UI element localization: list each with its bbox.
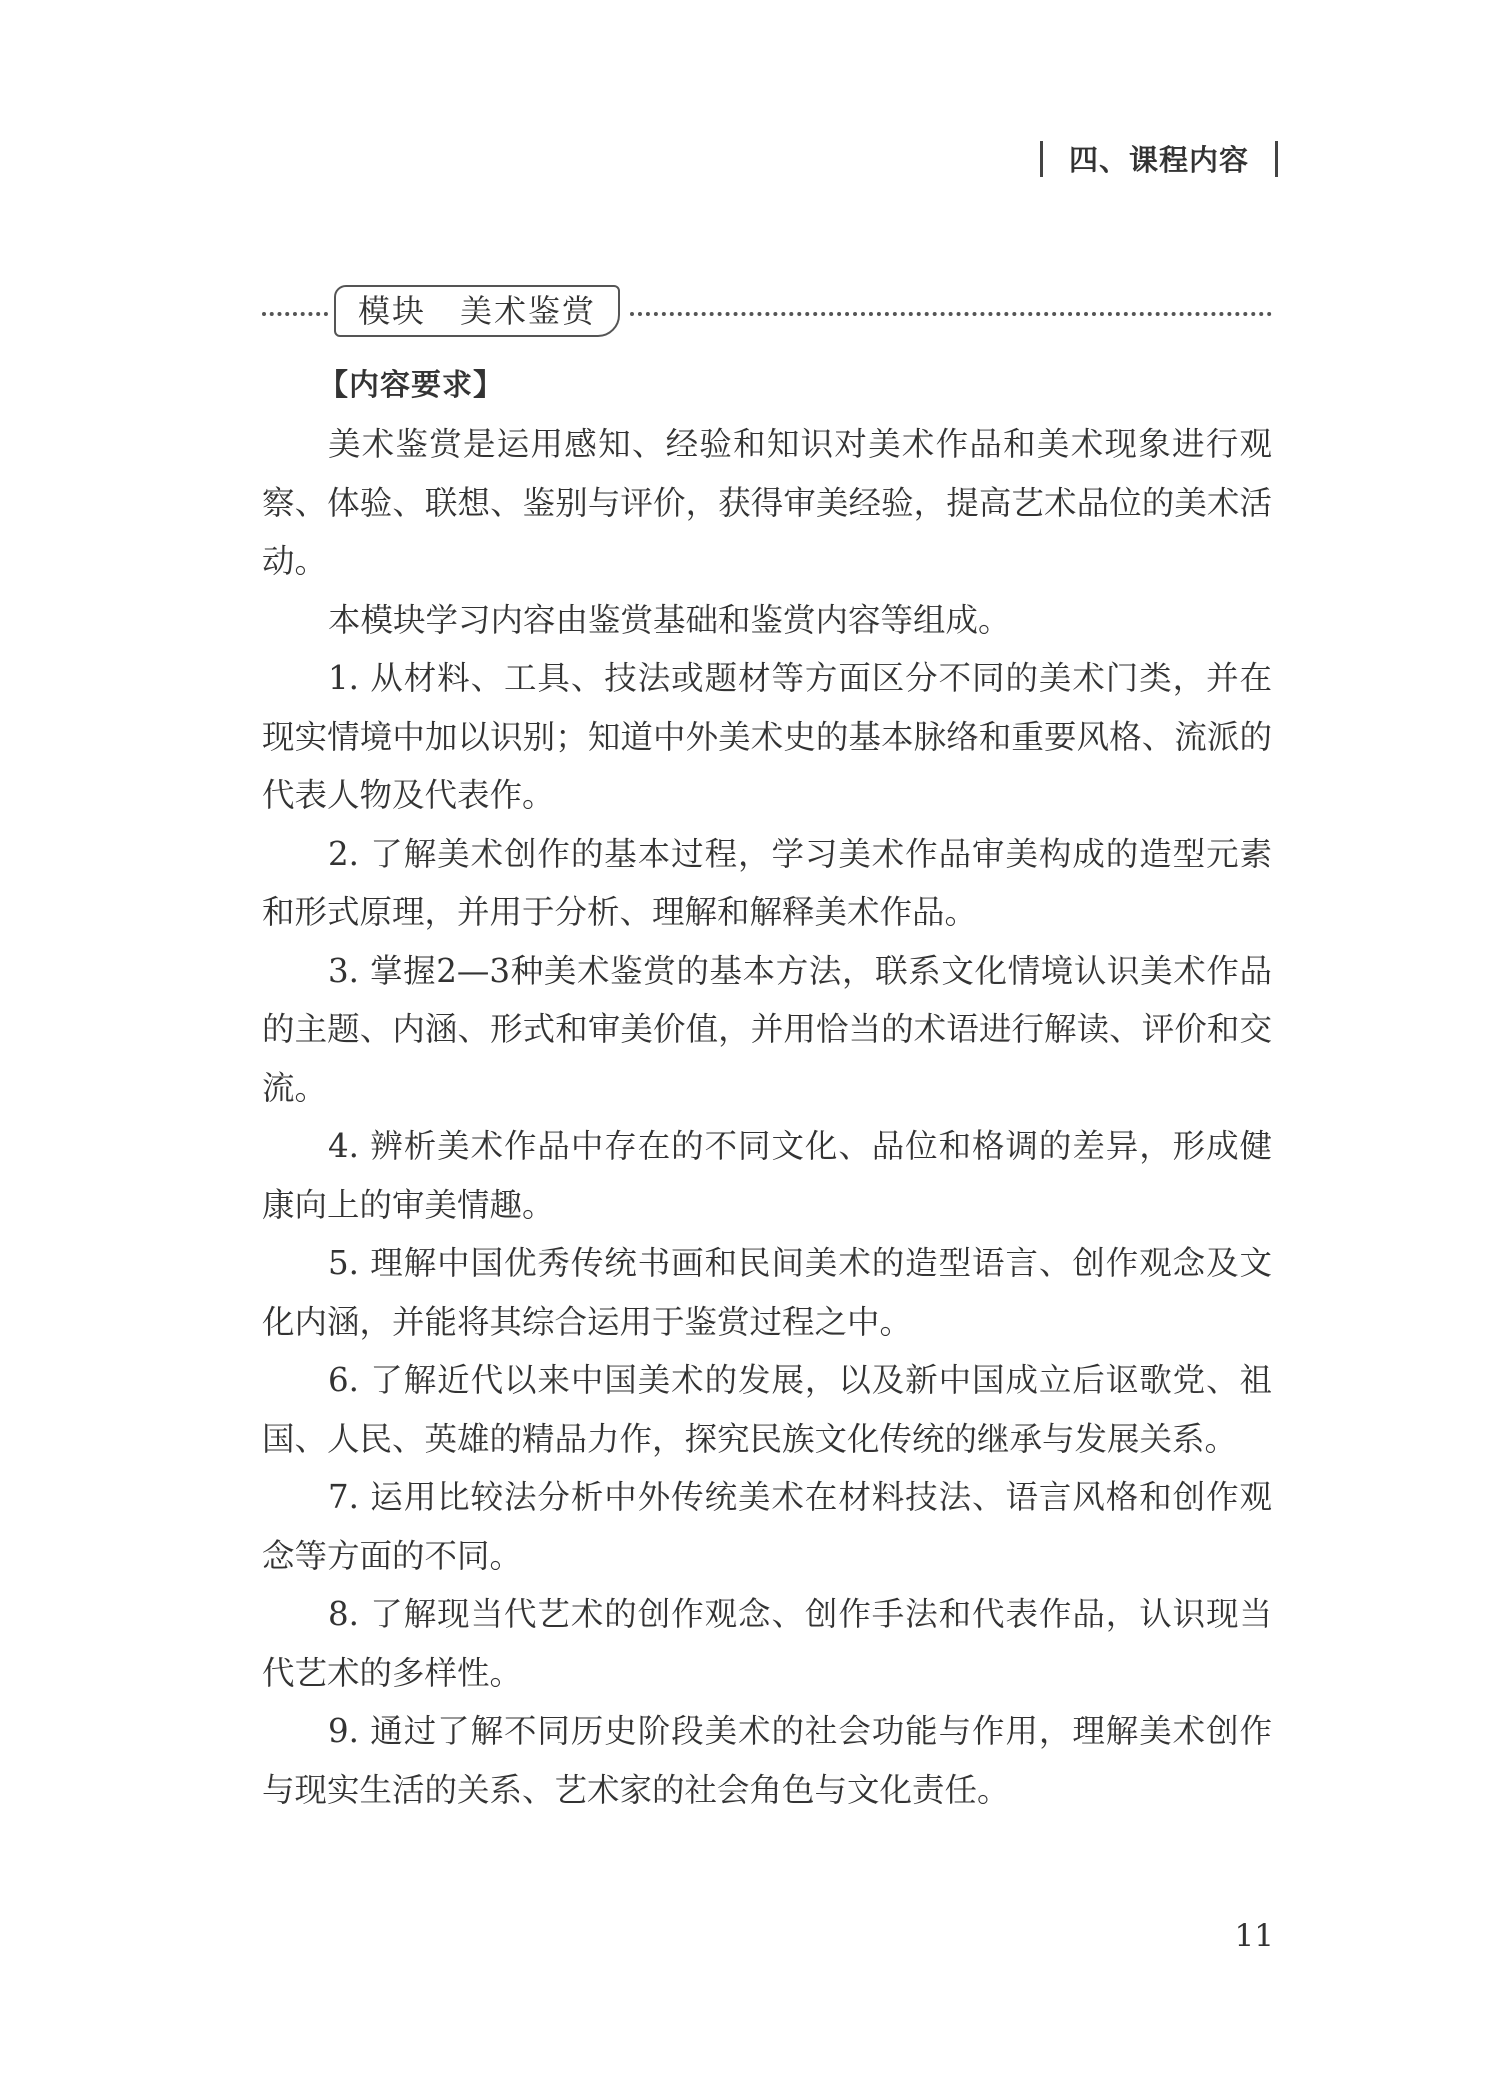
requirement-item: 6. 了解近代以来中国美术的发展，以及新中国成立后讴歌党、祖国、人民、英雄的精品力作，探究民族文化传统的继承与发展关系。	[262, 1361, 1272, 1458]
dotted-rule-left	[262, 312, 328, 316]
requirement-item: 9. 通过了解不同历史阶段美术的社会功能与作用，理解美术创作与现实生活的关系、艺术家的社会角色与文化责任。	[262, 1712, 1272, 1809]
header-right-bar	[1275, 141, 1278, 177]
requirement-item: 2. 了解美术创作的基本过程，学习美术作品审美构成的造型元素和形式原理，并用于分析、理解和解释美术作品。	[262, 834, 1272, 931]
requirement-item: 7. 运用比较法分析中外传统美术在材料技法、语言风格和创作观念等方面的不同。	[262, 1478, 1272, 1575]
section-heading: 【内容要求】	[318, 368, 504, 403]
paragraph-composition: 本模块学习内容由鉴赏基础和鉴赏内容等组成。	[328, 600, 1011, 639]
module-heading	[262, 285, 1272, 341]
chapter-title: 四、课程内容	[1068, 143, 1249, 177]
requirement-item: 8. 了解现当代艺术的创作观念、创作手法和代表作品，认识现当代艺术的多样性。	[262, 1595, 1272, 1692]
requirement-item: 4. 辨析美术作品中存在的不同文化、品位和格调的差异，形成健康向上的审美情趣。	[262, 1127, 1272, 1224]
page-number: 11	[1234, 1918, 1274, 1954]
requirement-item: 1. 从材料、工具、技法或题材等方面区分不同的美术门类，并在现实情境中加以识别；知道中外美术史的基本脉络和重要风格、流派的代表人物及代表作。	[262, 659, 1272, 814]
requirement-item: 5. 理解中国优秀传统书画和民间美术的造型语言、创作观念及文化内涵，并能将其综合运用于鉴赏过程之中。	[262, 1244, 1272, 1341]
paragraph-intro: 美术鉴赏是运用感知、经验和知识对美术作品和美术现象进行观察、体验、联想、鉴别与评价，获得审美经验，提高艺术品位的美术活动。	[262, 425, 1272, 580]
running-header	[1040, 138, 1278, 179]
body-text	[262, 415, 1272, 1819]
dotted-rule-right	[630, 312, 1272, 316]
module-tab: 模块 美术鉴赏	[334, 285, 620, 337]
requirement-item: 3. 掌握2—3种美术鉴赏的基本方法，联系文化情境认识美术作品的主题、内涵、形式和审美价值，并用恰当的术语进行解读、评价和交流。	[262, 951, 1272, 1107]
